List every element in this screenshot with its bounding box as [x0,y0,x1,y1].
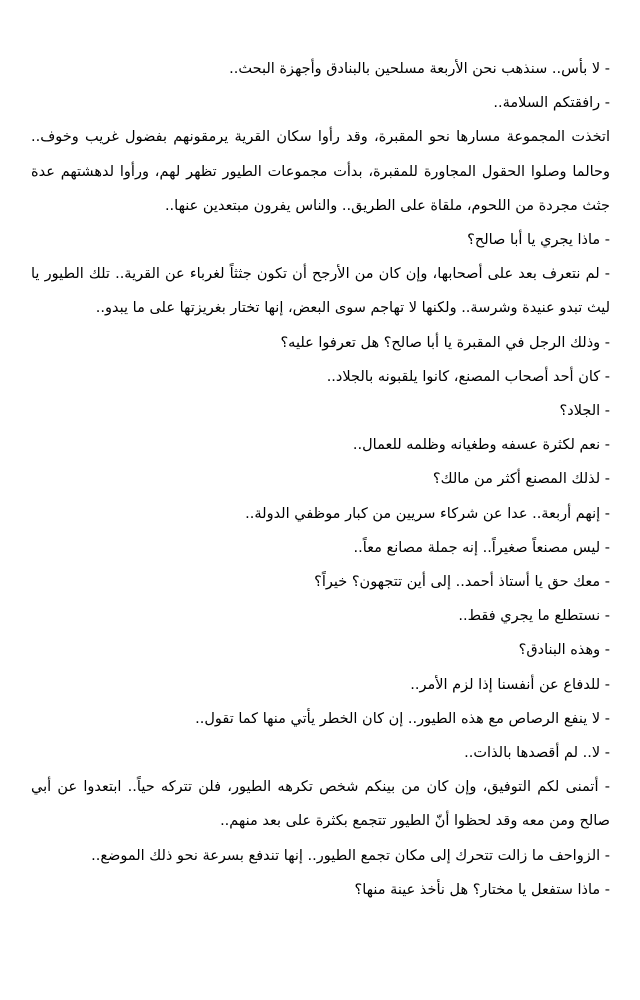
paragraph-5: - لم نتعرف بعد على أصحابها، وإن كان من الأرجح أن تكون جثثاً لغرباء عن القرية.. تلك الطيور يا ليث تبدو عنيدة وشرسة.. ولكنها لا تهاجم سوى البعض، إنها تختار بغريزتها على ما يبدو.. [31,266,610,317]
paragraph-13: - معك حق يا أستاذ أحمد.. إلى أين تتجهون؟ خيراً؟ [314,574,610,591]
paragraph-19: - أتمنى لكم التوفيق، وإن كان من بينكم شخص تكرهه الطيور، فلن تتركه حياً.. ابتعدوا عن أبي صالح ومن معه وقد لحظوا أنّ الطيور تتجمع بكثرة على بعد منهم.. [31,779,610,830]
paragraph-11: - إنهم أربعة.. عدا عن شركاء سريين من كبار موظفي الدولة.. [245,505,610,522]
paragraph-14: - نستطلع ما يجري فقط.. [458,608,610,625]
paragraph-3: اتخذت المجموعة مسارها نحو المقبرة، وقد رأوا سكان القرية يرمقونهم بفضول غريب وخوف.. وحالما وصلوا الحقول المجاورة للمقبرة، بدأت مجموعات الطيور تظهر لهم، ورأوا لدهشتهم عدة جثث مجردة من اللحوم، ملقاة على الطريق.. والناس يفرون مبتعدين عنها.. [31,129,610,214]
paragraph-12: - ليس مصنعاً صغيراً.. إنه جملة مصانع معاً.. [353,539,610,556]
paragraph-17: - لا ينفع الرصاص مع هذه الطيور.. إن كان الخطر يأتي منها كما تقول.. [195,710,610,727]
paragraph-9: - نعم لكثرة عسفه وطغيانه وظلمه للعمال.. [352,437,610,454]
paragraph-1: - لا بأس.. سنذهب نحن الأربعة مسلحين بالبنادق وأجهزة البحث.. [229,61,610,77]
paragraph-18: - لا.. لم أقصدها بالذات.. [464,745,610,762]
paragraph-20: - الزواحف ما زالت تتحرك إلى مكان تجمع الطيور.. إنها تندفع بسرعة نحو ذلك الموضع.. [91,847,610,864]
paragraph-16: - للدفاع عن أنفسنا إذا لزم الأمر.. [410,676,610,693]
paragraph-6: - وذلك الرجل في المقبرة يا أبا صالح؟ هل تعرفوا عليه؟ [280,334,610,351]
paragraph-15: - وهذه البنادق؟ [518,642,610,659]
paragraph-2: - رافقتكم السلامة.. [493,95,610,112]
paragraph-10: - لذلك المصنع أكثر من مالك؟ [432,471,610,488]
paragraph-8: - الجلاد؟ [559,403,610,420]
paragraph-7: - كان أحد أصحاب المصنع، كانوا يلقبونه بالجلاد.. [326,368,610,385]
body-text [31,52,610,907]
paragraph-4: - ماذا يجري يا أبا صالح؟ [467,232,610,249]
paragraph-21: - ماذا ستفعل يا مختار؟ هل نأخذ عينة منها؟ [354,881,610,898]
